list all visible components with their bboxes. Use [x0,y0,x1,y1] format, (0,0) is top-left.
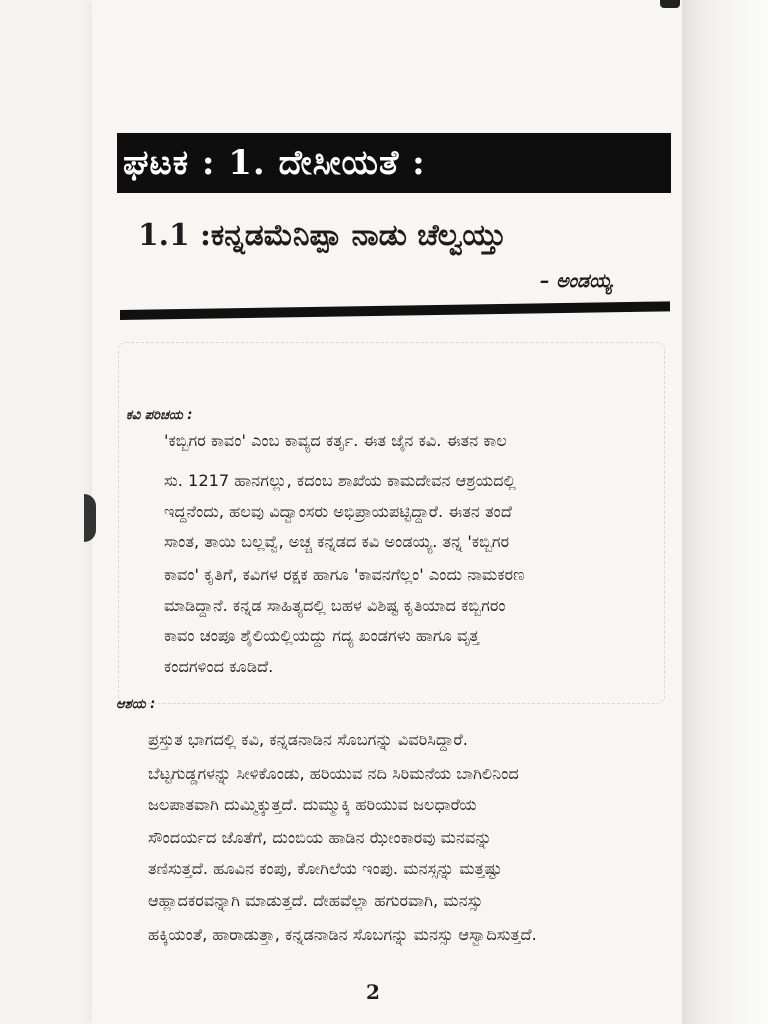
finger-shadow [84,494,96,542]
poet-intro-line: ಸಾಂತ, ತಾಯಿ ಬಲ್ಲವ್ವೆ, ಅಚ್ಚ ಕನ್ನಡದ ಕವಿ ಅಂಡಯ್ಯ. ತನ್ನ 'ಕಬ್ಬಿಗರ [164,532,510,551]
poet-intro-line: ಸು. 1217 ಹಾನಗಲ್ಲು, ಕದಂಬ ಶಾಖೆಯ ಕಾಮದೇವನ ಆಶ್ರಯದಲ್ಲಿ [164,471,516,490]
theme-line: ತಣಿಸುತ್ತದೆ. ಹೂವಿನ ಕಂಪು, ಕೋಗಿಲೆಯ ಇಂಪು. ಮನಸ್ಸನ್ನು ಮತ್ತಷ್ಟು [148,859,502,878]
theme-line: ಪ್ರಸ್ತುತ ಭಾಗದಲ್ಲಿ ಕವಿ, ಕನ್ನಡನಾಡಿನ ಸೊಬಗನ್ನು ವಿವರಿಸಿದ್ದಾರೆ. [148,730,468,749]
poet-intro-line: ಇದ್ದನೆಂದು, ಹಲವು ವಿದ್ವಾಂಸರು ಅಭಿಪ್ರಾಯಪಟ್ಟಿದ್ದಾರೆ. ಈತನ ತಂದೆ [164,502,512,521]
lesson-author: – ಅಂಡಯ್ಯ [540,270,613,292]
theme-line: ಜಲಪಾತವಾಗಿ ದುಮ್ಮಿಕ್ಕುತ್ತದೆ. ದುಮ್ಮುಕ್ಕಿ ಹರಿಯುವ ಜಲಧಾರೆಯ [148,795,477,814]
poet-intro-line: ಮಾಡಿದ್ದಾನೆ. ಕನ್ನಡ ಸಾಹಿತ್ಯದಲ್ಲಿ ಬಹಳ ವಿಶಿಷ್ಟ ಕೃತಿಯಾದ ಕಬ್ಬಿಗರಂ [164,596,506,615]
poet-intro-line: ಕಾವಂ ಚಂಪೂ ಶೈಲಿಯಲ್ಲಿಯದ್ದು ಗದ್ಯ ಖಂಡಗಳು ಹಾಗೂ ವೃತ್ತ [164,626,480,645]
chapter-heading-bar [117,133,671,193]
poet-intro-label: ಕವಿ ಪರಿಚಯ : [126,408,193,423]
chapter-heading: ಘಟಕ : 1. ದೇಸೀಯತೆ : [123,143,426,183]
page-number: 2 [366,980,380,1004]
theme-line: ಸೌಂದರ್ಯದ ಜೊತೆಗೆ, ದುಂಬಿಯ ಹಾಡಿನ ಝೇಂಕಾರವು ಮನವನ್ನು [148,828,492,847]
theme-line: ಹಕ್ಕಿಯಂತೆ, ಹಾರಾಡುತ್ತಾ, ಕನ್ನಡನಾಡಿನ ಸೊಬಗನ್ನು ಮನಸ್ಸು ಆಸ್ವಾದಿಸುತ್ತದೆ. [148,925,537,944]
poet-intro-line: 'ಕಬ್ಬಿಗರ ಕಾವಂ' ಎಂಬ ಕಾವ್ಯದ ಕರ್ತೃ. ಈತ ಜೈನ ಕವಿ. ಈತನ ಕಾಲ [164,431,507,450]
binding-mark [660,0,680,8]
theme-label: ಆಶಯ : [116,697,156,712]
lesson-title: 1.1 :ಕನ್ನಡಮೆನಿಪ್ಪಾ ನಾಡು ಚೆಲ್ವಯ್ತು [138,218,507,253]
theme-line: ಆಹ್ಲಾದಕರವನ್ನಾಗಿ ಮಾಡುತ್ತದೆ. ದೇಹವೆಲ್ಲಾ ಹಗುರವಾಗಿ, ಮನಸ್ಸು [148,891,483,910]
poet-intro-line: ಕಾವಂ' ಕೃತಿಗೆ, ಕವಿಗಳ ರಕ್ಷಕ ಹಾಗೂ 'ಕಾವನಗೆಲ್ಲಂ' ಎಂದು ನಾಮಕರಣ [164,565,525,584]
theme-line: ಬೆಟ್ಟಗುಡ್ಡಗಳನ್ನು ಸೀಳಿಕೊಂಡು, ಹರಿಯುವ ನದಿ ಸಿರಿಮನೆಯ ಬಾಗಿಲಿನಿಂದ [148,764,519,783]
page-edge [682,0,768,1024]
poet-intro-line: ಕಂದಗಳಿಂದ ಕೂಡಿದೆ. [164,657,274,676]
